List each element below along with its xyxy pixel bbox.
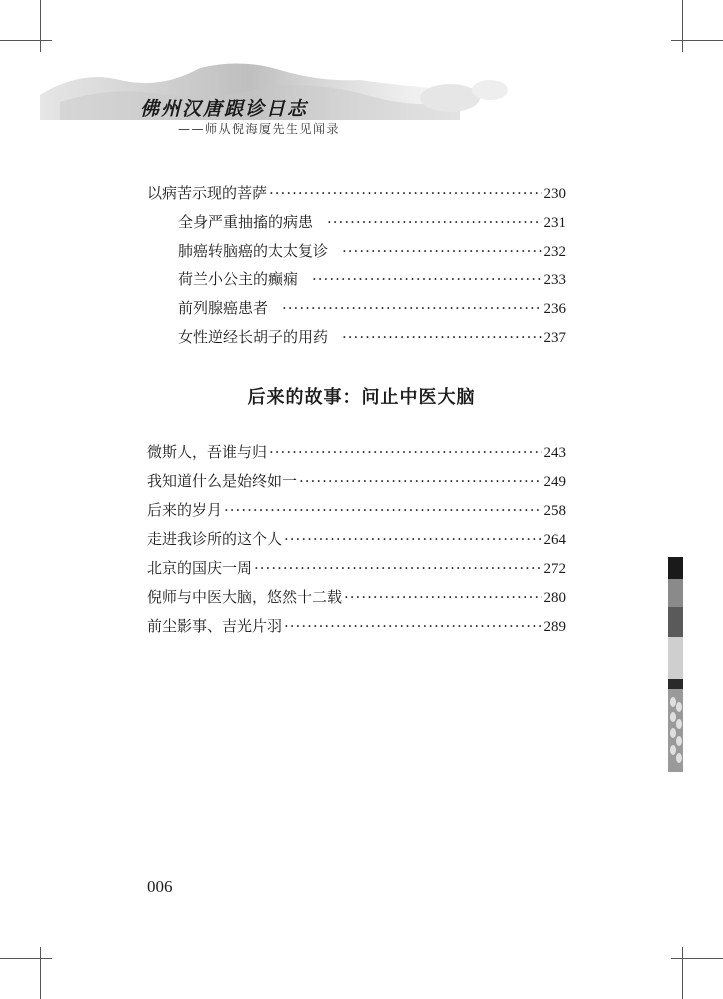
- toc-entry-title: 全身严重抽搐的病患: [178, 213, 314, 231]
- toc-leader-dots: [254, 559, 541, 577]
- toc-entry-page: 237: [543, 330, 566, 346]
- toc-entry-title: 微斯人，吾谁与归: [147, 443, 268, 461]
- toc-entry-page: 243: [543, 445, 566, 461]
- toc-leader-dots: [327, 213, 541, 231]
- toc-entry[interactable]: [147, 615, 566, 636]
- toc-entry[interactable]: [147, 470, 566, 491]
- toc-entry[interactable]: [147, 586, 566, 607]
- toc-leader-dots: [284, 617, 541, 635]
- toc-entry-page: 280: [543, 590, 566, 606]
- toc-entry[interactable]: [178, 268, 566, 289]
- toc-entry-title: 肺癌转脑癌的太太复诊: [178, 242, 329, 260]
- toc-entry-title: 前列腺癌患者: [178, 299, 269, 317]
- toc-entry-title: 女性逆经长胡子的用药: [178, 328, 329, 346]
- toc-entry-title: 北京的国庆一周: [147, 559, 253, 577]
- toc-entry-title: 我知道什么是始终如一: [147, 472, 298, 490]
- toc-leader-dots: [284, 530, 541, 548]
- toc-leader-dots: [312, 270, 541, 288]
- toc-entry[interactable]: [178, 211, 566, 232]
- toc-entry-title: 倪师与中医大脑，悠然十二载: [147, 588, 343, 606]
- toc-entry-page: 231: [543, 215, 566, 231]
- toc-entry-page: 258: [543, 503, 566, 519]
- toc-entry-page: 230: [543, 186, 566, 202]
- toc-entry-page: 264: [543, 532, 566, 548]
- book-title: 佛州汉唐跟诊日志: [140, 98, 309, 120]
- book-subtitle: ——师从倪海厦先生见闻录: [178, 122, 341, 136]
- toc-entry-page: 236: [543, 301, 566, 317]
- edge-thumb-tab: [668, 557, 683, 772]
- toc-leader-dots: [344, 588, 541, 606]
- toc-entry-page: 233: [543, 272, 566, 288]
- toc-entry[interactable]: [147, 557, 566, 578]
- toc-leader-dots: [269, 184, 541, 202]
- toc-entry-title: 后来的岁月: [147, 501, 223, 519]
- toc-leader-dots: [342, 242, 541, 260]
- toc-entry-title: 荷兰小公主的癫痫: [178, 270, 299, 288]
- toc-leader-dots: [224, 501, 541, 519]
- toc-entry[interactable]: [178, 297, 566, 318]
- toc-entry[interactable]: [147, 499, 566, 520]
- toc-leader-dots: [269, 443, 541, 461]
- toc-entry[interactable]: [178, 240, 566, 261]
- toc-entry-page: 249: [543, 474, 566, 490]
- toc-leader-dots: [299, 472, 541, 490]
- toc-entry-page: 272: [543, 561, 566, 577]
- toc-entry-page: 289: [543, 619, 566, 635]
- toc-entry[interactable]: [147, 441, 566, 462]
- toc-entry-title: 走进我诊所的这个人: [147, 530, 283, 548]
- toc-entry[interactable]: [147, 182, 566, 203]
- page-number: 006: [147, 877, 173, 896]
- toc-leader-dots: [282, 299, 541, 317]
- section-heading: 后来的故事：问止中医大脑: [247, 387, 476, 408]
- toc-entry[interactable]: [178, 326, 566, 347]
- toc-entry-page: 232: [543, 244, 566, 260]
- toc-entry[interactable]: [147, 528, 566, 549]
- toc-leader-dots: [342, 328, 541, 346]
- toc-entry-title: 以病苦示现的菩萨: [147, 184, 268, 202]
- toc-entry-title: 前尘影事、吉光片羽: [147, 617, 283, 635]
